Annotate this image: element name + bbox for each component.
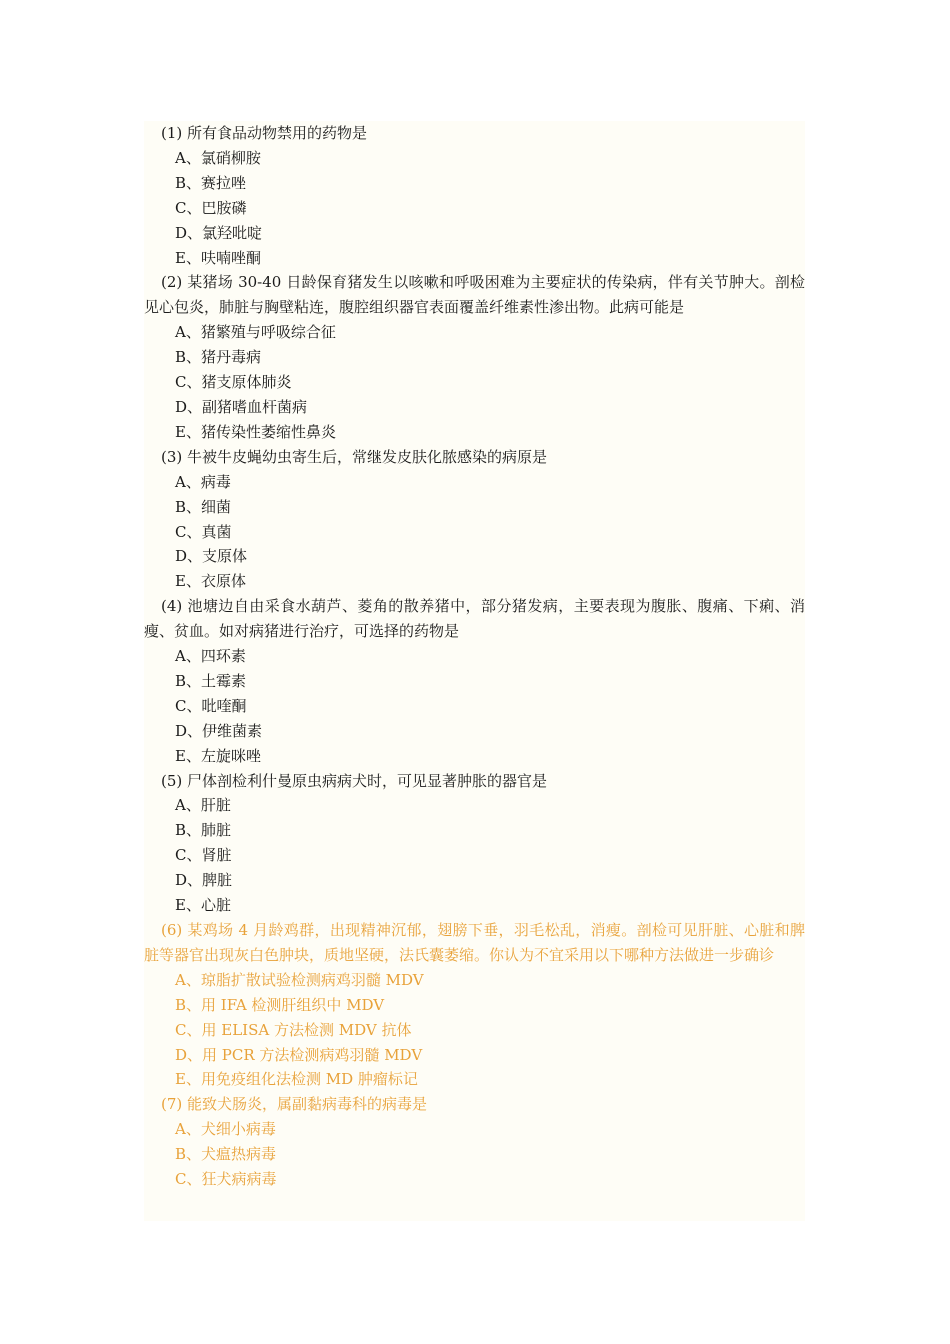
option-c: C、真菌 [175, 522, 232, 541]
question-text: (6) 某鸡场 4 月龄鸡群，出现精神沉郁，翅膀下垂，羽毛松乱，消瘦。剖检可见肝脏、心脏和脾脏等器官出现灰白色肿块，质地坚硬，法氏囊萎缩。你认为不宜采用以下哪种方法做进一步确诊 [144, 921, 805, 964]
option-c: C、用 ELISA 方法检测 MDV 抗体 [175, 1020, 412, 1039]
question-text: (4) 池塘边自由采食水葫芦、菱角的散养猪中，部分猪发病，主要表现为腹胀、腹痛、下痢、消瘦、贫血。如对病猪进行治疗，可选择的药物是 [144, 597, 805, 641]
question-block-7 [144, 1092, 805, 1192]
option-d: D、用 PCR 方法检测病鸡羽髓 MDV [175, 1045, 423, 1064]
option-a: A、猪繁殖与呼吸综合征 [175, 323, 336, 342]
option-d: D、脾脏 [175, 871, 233, 890]
option-d: D、氯羟吡啶 [175, 223, 263, 242]
option-c: C、吡喹酮 [175, 696, 247, 715]
question-text: (7) 能致犬肠炎，属副黏病毒科的病毒是 [161, 1095, 428, 1114]
question-text: (2) 某猪场 30-40 日龄保育猪发生以咳嗽和呼吸困难为主要症状的传染病，伴有关节肿大。剖检见心包炎，肺脏与胸壁粘连，腹腔组织器官表面覆盖纤维素性渗出物。此病可能是 [144, 273, 805, 317]
question-list [144, 121, 805, 1221]
option-b: B、用 IFA 检测肝组织中 MDV [175, 995, 385, 1014]
question-block-3 [144, 445, 805, 594]
option-b: B、犬瘟热病毒 [175, 1145, 277, 1164]
option-e: E、用免疫组化法检测 MD 肿瘤标记 [175, 1070, 418, 1089]
option-d: D、伊维菌素 [175, 721, 263, 740]
option-c: C、狂犬病病毒 [175, 1170, 277, 1189]
option-d: D、副猪嗜血杆菌病 [175, 397, 308, 416]
option-a: A、肝脏 [175, 796, 231, 815]
question-text: (3) 牛被牛皮蝇幼虫寄生后，常继发皮肤化脓感染的病原是 [161, 447, 548, 466]
option-b: B、肺脏 [175, 821, 232, 840]
option-e: E、衣原体 [175, 572, 246, 591]
option-c: C、猪支原体肺炎 [175, 373, 292, 392]
option-e: E、猪传染性萎缩性鼻炎 [175, 422, 336, 441]
option-b: B、土霉素 [175, 671, 247, 690]
option-b: B、猪丹毒病 [175, 348, 262, 367]
question-text: (1) 所有食品动物禁用的药物是 [161, 124, 368, 142]
option-e: E、呋喃唑酮 [175, 248, 261, 267]
question-block-2 [144, 270, 805, 444]
option-e: E、左旋咪唑 [175, 746, 261, 765]
option-e: E、心脏 [175, 896, 231, 915]
question-block-1 [144, 121, 805, 270]
question-block-5 [144, 769, 805, 918]
question-text: (5) 尸体剖检利什曼原虫病病犬时，可见显著肿胀的器官是 [161, 771, 548, 790]
question-block-6 [144, 918, 805, 1092]
option-c: C、巴胺磷 [175, 198, 247, 217]
option-d: D、支原体 [175, 547, 248, 566]
option-a: A、病毒 [175, 472, 231, 491]
option-c: C、肾脏 [175, 846, 232, 865]
option-a: A、琼脂扩散试验检测病鸡羽髓 MDV [175, 970, 424, 989]
option-b: B、细菌 [175, 497, 232, 516]
option-b: B、赛拉唑 [175, 173, 247, 192]
option-a: A、四环素 [175, 647, 246, 666]
option-a: A、氯硝柳胺 [175, 148, 261, 167]
question-block-4 [144, 594, 805, 768]
option-a: A、犬细小病毒 [175, 1120, 276, 1139]
